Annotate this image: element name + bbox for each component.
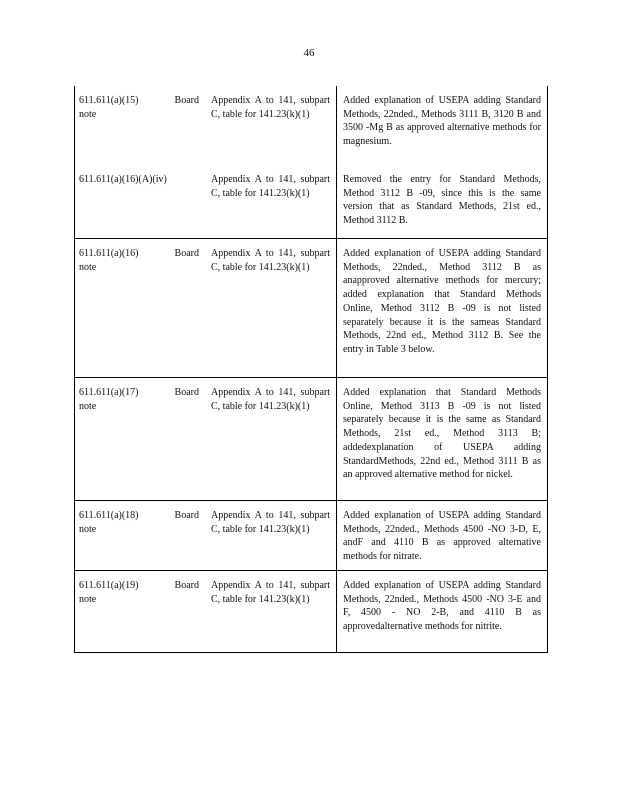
- page-number: 46: [303, 47, 315, 59]
- explanation-cell: Added explanation of USEPA adding Standard Methods, 22nded., Methods 4500 -NO 3-E and F, 4500 - NO 2-B, and 4110 B as approvedalternative methods for nitrite.: [336, 571, 547, 652]
- section-cell: [75, 86, 203, 165]
- section-cell: [75, 165, 203, 238]
- table-row: [75, 238, 547, 377]
- explanation-cell: Added explanation that Standard Methods Online, Method 3113 B -09 is not listed separately because it is the same as Standard Methods, 21st ed., Method 3113 B; addedexplanation of USEPA adding StandardMethods, 22nd ed., Method 3111 B as an approved alternative method for nickel.: [336, 378, 547, 500]
- table-row: [75, 165, 547, 238]
- section-label: 611.611(a)(16)(A)(iv): [79, 174, 167, 185]
- amendments-table: [74, 86, 548, 653]
- explanation-cell: Added explanation of USEPA adding Standard Methods, 22nded., Methods 4500 -NO 3-D, E, andF and 4110 B as approved alternative methods for nitrate.: [336, 501, 547, 570]
- reference-cell: Appendix A to 141, subpart C, table for 141.23(k)(1): [211, 387, 330, 412]
- section-label: 611.611(a)(17) note: [79, 387, 139, 412]
- table-row: [75, 86, 547, 165]
- reference-cell: Appendix A to 141, subpart C, table for 141.23(k)(1): [211, 95, 330, 120]
- board-label: Board: [174, 95, 199, 106]
- section-cell: [75, 239, 203, 377]
- section-cell: [75, 571, 203, 652]
- section-label: 611.611(a)(15) note: [79, 95, 139, 120]
- table-row: [75, 500, 547, 570]
- reference-cell: Appendix A to 141, subpart C, table for 141.23(k)(1): [211, 510, 330, 535]
- section-cell: [75, 378, 203, 500]
- section-cell: [75, 501, 203, 570]
- reference-cell: Appendix A to 141, subpart C, table for 141.23(k)(1): [211, 248, 330, 273]
- section-label: 611.611(a)(18) note: [79, 510, 139, 535]
- section-label: 611.611(a)(16) note: [79, 248, 139, 273]
- explanation-cell: Removed the entry for Standard Methods, Method 3112 B -09, since this is the same version that as Standard Methods, 21st ed., Method 3112 B.: [336, 165, 547, 238]
- reference-cell: Appendix A to 141, subpart C, table for 141.23(k)(1): [211, 174, 330, 199]
- board-label: Board: [174, 248, 199, 259]
- table-row: [75, 570, 547, 652]
- board-label: Board: [174, 510, 199, 521]
- board-label: Board: [174, 387, 199, 398]
- board-label: Board: [174, 580, 199, 591]
- section-label: 611.611(a)(19) note: [79, 580, 139, 605]
- explanation-cell: Added explanation of USEPA adding Standard Methods, 22nded., Methods 3111 B, 3120 B and 3500 -Mg B as approved alternative methods for magnesium.: [336, 86, 547, 165]
- reference-cell: Appendix A to 141, subpart C, table for 141.23(k)(1): [211, 580, 330, 605]
- explanation-cell: Added explanation of USEPA adding Standard Methods, 22nded., Method 3112 B as anapproved alternative methods for mercury; added explanation that Standard Methods Online, Method 3112 B -09 is not listed separately because it is the sameas Standard Methods, 22nd ed., Method 3112 B. See the entry in Table 3 below.: [336, 239, 547, 377]
- table-row: [75, 377, 547, 500]
